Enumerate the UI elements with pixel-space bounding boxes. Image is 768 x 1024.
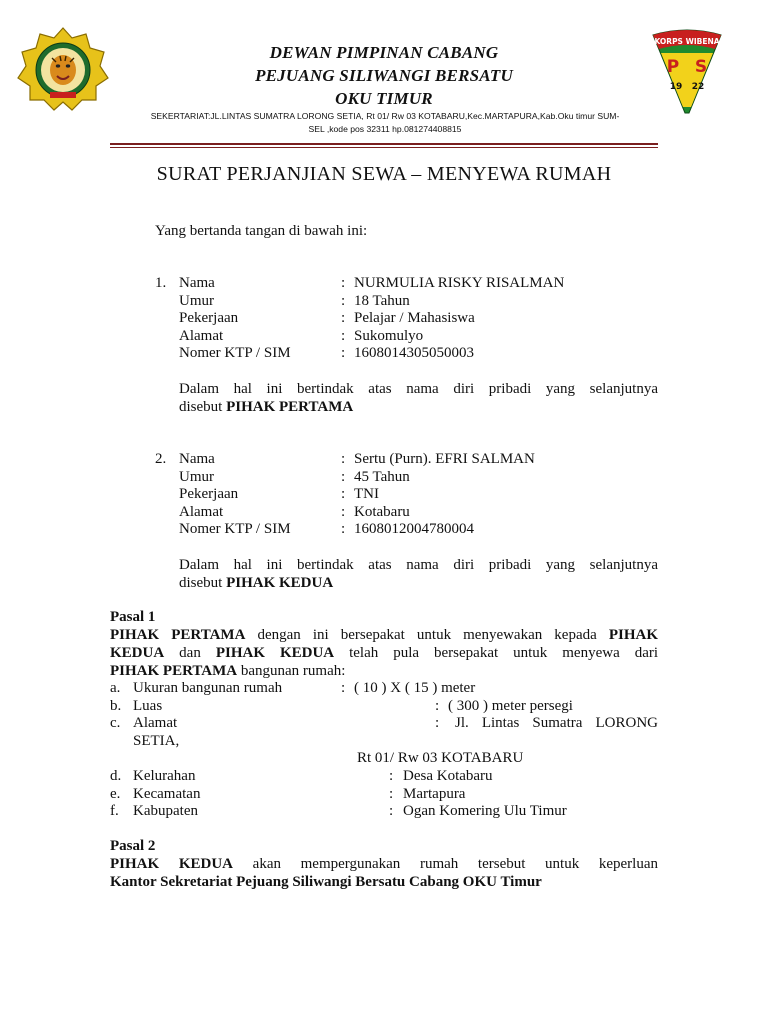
party1-statement-line2 <box>179 398 353 416</box>
item-b-label: Luas <box>133 698 163 714</box>
party2-age-label: Umur <box>179 469 214 485</box>
party2-statement-line2 <box>179 574 333 592</box>
party1-ktp-colon: : <box>341 345 346 361</box>
party2-role: PIHAK KEDUA <box>226 575 334 591</box>
party2-age-value: 45 Tahun <box>354 469 410 485</box>
pasal1-heading: Pasal 1 <box>110 609 156 625</box>
header-divider <box>110 143 658 145</box>
item-b-letter: b. <box>110 698 122 714</box>
party1-name-label: Nama <box>179 275 215 291</box>
pasal1-line3 <box>110 662 345 680</box>
item-d-colon: : <box>389 768 394 784</box>
party2-statement-line1: Dalam hal ini bertindak atas nama diri pribadi yang selanjutnya <box>179 557 658 573</box>
document-title: SURAT PERJANJIAN SEWA – MENYEWA RUMAH <box>156 163 612 185</box>
party2-name-label: Nama <box>179 451 215 467</box>
intro-text: Yang bertanda tangan di bawah ini: <box>155 223 368 239</box>
party2-age-colon: : <box>341 469 346 485</box>
party1-age-value: 18 Tahun <box>354 293 410 309</box>
pasal1-line3-text: bangunan rumah: <box>240 663 346 679</box>
pasal1-line1-text: dengan ini bersepakat untuk menyewakan kepada <box>257 627 597 643</box>
address-line2: SEL ,kode pos 32311 hp.081274408815 <box>308 124 462 134</box>
party2-job-value: TNI <box>354 486 379 502</box>
party2-name-colon: : <box>341 451 346 467</box>
pasal1-line2-text: telah pula bersepakat untuk menyewa dari <box>349 645 659 661</box>
item-f-colon: : <box>389 803 394 819</box>
party2-name-value: Sertu (Purn). EFRI SALMAN <box>354 451 535 467</box>
org-name-line1: DEWAN PIMPINAN CABANG <box>269 43 499 62</box>
item-c-value: Jl. Lintas Sumatra LORONG <box>455 715 658 731</box>
pasal1-pihak: PIHAK <box>608 627 659 643</box>
item-c-rt-rw: Rt 01/ Rw 03 KOTABARU <box>357 750 524 766</box>
item-f-letter: f. <box>110 803 119 819</box>
item-f-label: Kabupaten <box>133 803 198 819</box>
party1-age-colon: : <box>341 293 346 309</box>
address-line1: SEKERTARIAT:JL.LINTAS SUMATRA LORONG SETIA, Rt 01/ Rw 03 KOTABARU,Kec.MARTAPURA,Kab.Oku timur SUM- <box>150 111 620 121</box>
party1-number: 1. <box>155 275 167 291</box>
item-e-letter: e. <box>110 786 121 802</box>
item-d-value: Desa Kotabaru <box>403 768 493 784</box>
pasal2-heading: Pasal 2 <box>110 838 156 854</box>
item-b-value: ( 300 ) meter persegi <box>448 698 573 714</box>
pasal1-line1 <box>110 626 658 644</box>
pasal1-pihak-pertama-2: PIHAK PERTAMA <box>110 663 238 679</box>
party2-job-label: Pekerjaan <box>179 486 239 502</box>
party1-role: PIHAK PERTAMA <box>226 399 354 415</box>
item-a-label: Ukuran bangunan rumah <box>133 680 283 696</box>
party1-job-colon: : <box>341 310 346 326</box>
party1-address-colon: : <box>341 328 346 344</box>
party1-statement-line1: Dalam hal ini bertindak atas nama diri pribadi yang selanjutnya <box>179 381 658 397</box>
header-divider-thin <box>110 147 658 148</box>
pasal1-dan: dan <box>179 645 201 661</box>
item-c-colon: : <box>435 715 440 731</box>
party1-name-value: NURMULIA RISKY RISALMAN <box>354 275 565 291</box>
right-logo-year-2: 22 <box>691 82 705 92</box>
party2-statement-prefix: disebut <box>179 575 223 591</box>
item-a-letter: a. <box>110 680 121 696</box>
party1-statement-prefix: disebut <box>179 399 223 415</box>
item-d-letter: d. <box>110 768 122 784</box>
party1-ktp-label: Nomer KTP / SIM <box>179 345 291 361</box>
pasal2-line1-text: akan mempergunakan rumah tersebut untuk keperluan <box>252 856 659 872</box>
party2-number: 2. <box>155 451 167 467</box>
right-logo-year-1: 19 <box>669 82 683 92</box>
party1-job-value: Pelajar / Mahasiswa <box>354 310 475 326</box>
pasal1-line2 <box>110 644 658 662</box>
right-logo-letter-s: S <box>694 57 708 77</box>
item-e-value: Martapura <box>403 786 466 802</box>
party2-ktp-colon: : <box>341 521 346 537</box>
party1-job-label: Pekerjaan <box>179 310 239 326</box>
right-logo-text: KORPS WIBENA <box>654 37 720 46</box>
pasal1-kedua: KEDUA <box>110 645 165 661</box>
pasal2-pihak-kedua: PIHAK KEDUA <box>110 856 233 872</box>
party2-address-colon: : <box>341 504 346 520</box>
item-e-label: Kecamatan <box>133 786 201 802</box>
pasal1-pihak-kedua: PIHAK KEDUA <box>215 645 335 661</box>
item-a-value: ( 10 ) X ( 15 ) meter <box>354 680 476 696</box>
item-c-label: Alamat <box>133 715 178 731</box>
item-e-colon: : <box>389 786 394 802</box>
pasal1-pihak-pertama: PIHAK PERTAMA <box>110 627 246 643</box>
secretariat-address <box>118 110 652 136</box>
party1-age-label: Umur <box>179 293 214 309</box>
pasal2-line2: Kantor Sekretariat Pejuang Siliwangi Bersatu Cabang OKU Timur <box>110 874 542 890</box>
item-d-label: Kelurahan <box>133 768 196 784</box>
item-c-value-cont: SETIA, <box>133 733 180 749</box>
org-name-line3: OKU TIMUR <box>335 89 433 108</box>
party2-address-value: Kotabaru <box>354 504 410 520</box>
party1-name-colon: : <box>341 275 346 291</box>
item-c-letter: c. <box>110 715 121 731</box>
party1-address-value: Sukomulyo <box>354 328 424 344</box>
party2-address-label: Alamat <box>179 504 224 520</box>
org-name-line2: PEJUANG SILIWANGI BERSATU <box>255 66 513 85</box>
right-logo-letter-p: P <box>666 57 680 77</box>
party2-ktp-value: 1608012004780004 <box>354 521 474 537</box>
item-a-colon: : <box>341 680 346 696</box>
pasal2-line1 <box>110 855 658 873</box>
item-f-value: Ogan Komering Ulu Timur <box>403 803 567 819</box>
party2-job-colon: : <box>341 486 346 502</box>
party2-ktp-label: Nomer KTP / SIM <box>179 521 291 537</box>
party1-address-label: Alamat <box>179 328 224 344</box>
party1-ktp-value: 1608014305050003 <box>354 345 474 361</box>
item-b-colon: : <box>435 698 440 714</box>
